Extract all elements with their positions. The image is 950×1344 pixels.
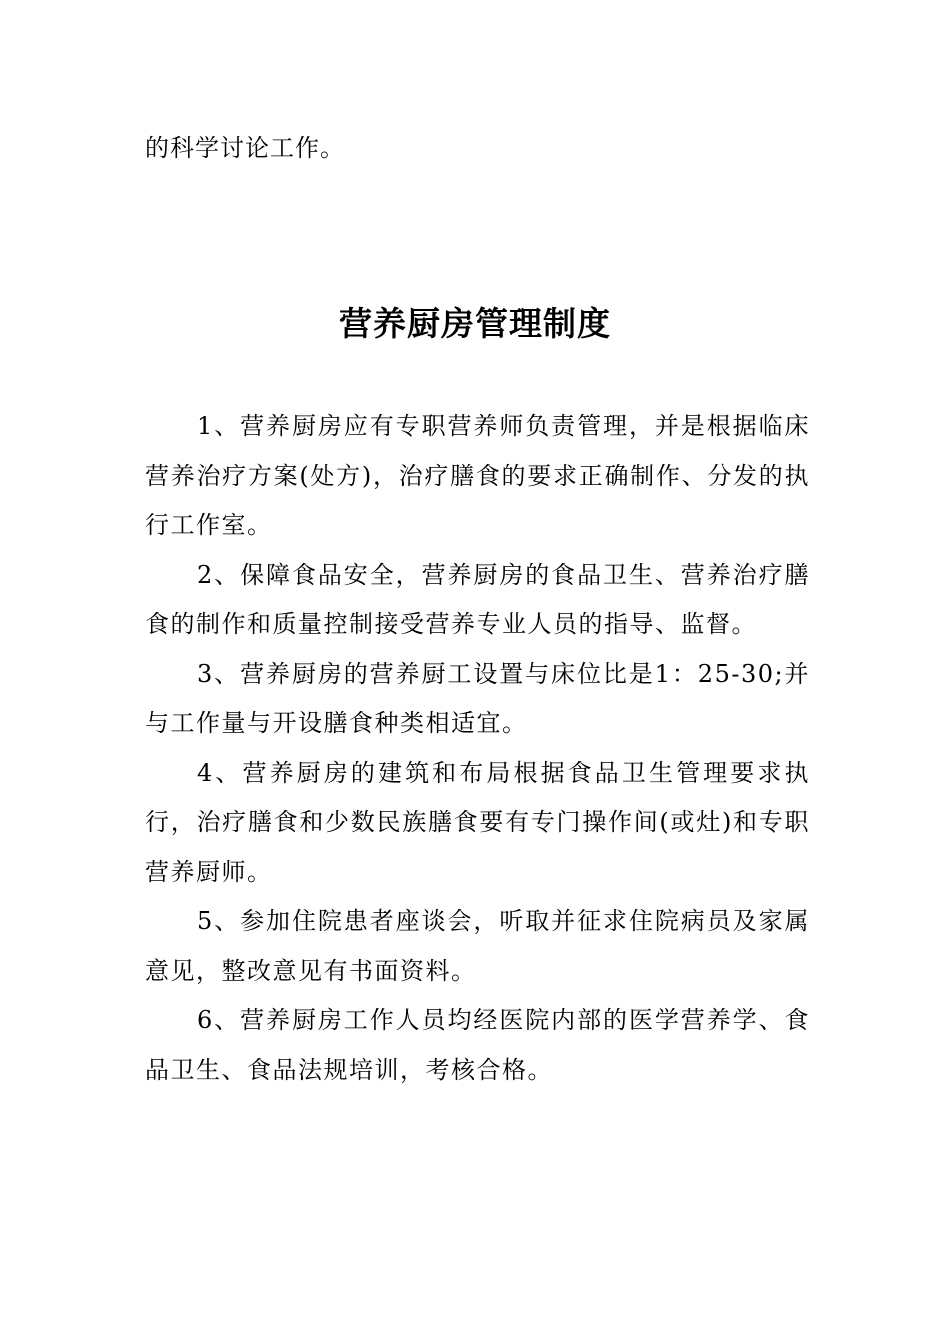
- paragraph-3: 3、营养厨房的营养厨工设置与床位比是1：25-30;并与工作量与开设膳食种类相适宜。: [145, 659, 810, 737]
- paragraph-2: 2、保障食品安全，营养厨房的食品卫生、营养治疗膳食的制作和质量控制接受营养专业人员的指导、监督。: [145, 560, 810, 638]
- page-title: 营养厨房管理制度: [339, 304, 611, 343]
- carry-over-text: 的科学讨论工作。: [145, 134, 345, 162]
- paragraph-5: 5、参加住院患者座谈会，听取并征求住院病员及家属意见，整改意见有书面资料。: [145, 907, 810, 985]
- paragraph-1: 1、营养厨房应有专职营养师负责管理，并是根据临床营养治疗方案(处方)，治疗膳食的要求正确制作、分发的执行工作室。: [145, 412, 810, 539]
- paragraph-6: 6、营养厨房工作人员均经医院内部的医学营养学、食品卫生、食品法规培训，考核合格。: [145, 1006, 810, 1084]
- paragraph-4: 4、营养厨房的建筑和布局根据食品卫生管理要求执行，治疗膳食和少数民族膳食要有专门操作间(或灶)和专职营养厨师。: [145, 758, 810, 886]
- document-body: [145, 402, 810, 1095]
